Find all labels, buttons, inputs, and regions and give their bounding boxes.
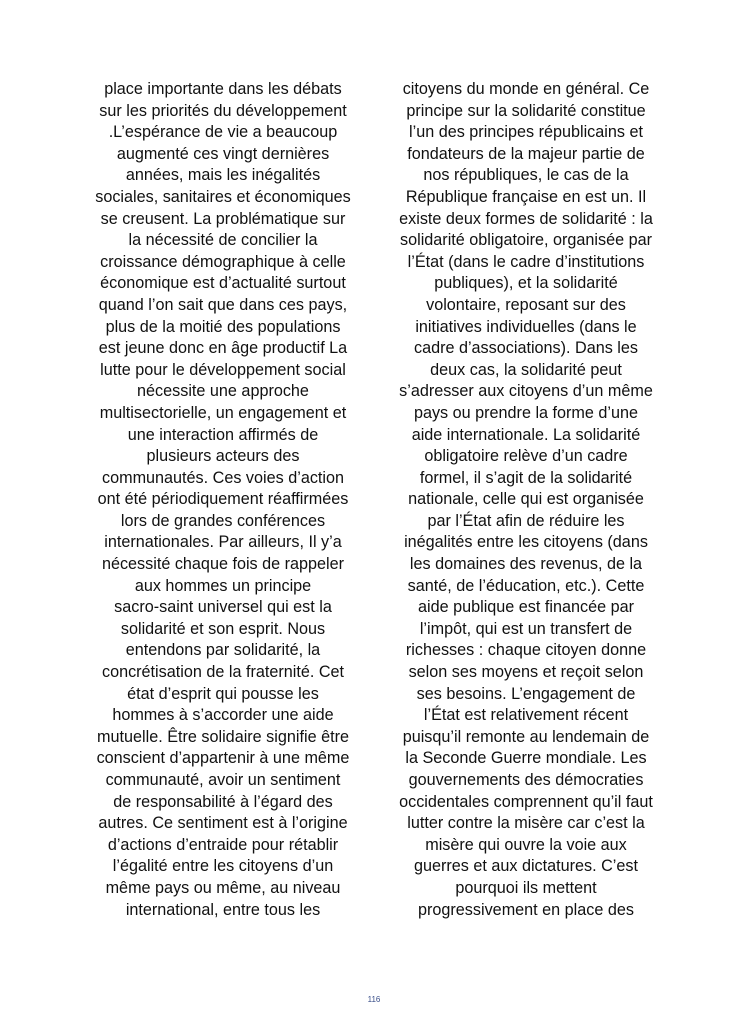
right-column-line: existe deux formes de solidarité : la: [399, 209, 653, 228]
left-column-line: années, mais les inégalités: [125, 166, 321, 185]
right-column-line: l’impôt, qui est un transfert de: [419, 619, 633, 638]
left-column-line: se creusent. La problématique sur: [100, 209, 346, 228]
left-column-line: plusieurs acteurs des: [146, 447, 300, 466]
right-column-line: richesses : chaque citoyen donne: [405, 641, 647, 660]
page-number: 116: [367, 995, 381, 1004]
left-column-line: d’actions d’entraide pour rétablir: [107, 835, 339, 854]
left-column-line: nécessité chaque fois de rappeler: [101, 555, 345, 574]
right-column-line: cadre d’associations). Dans les: [413, 339, 639, 358]
left-column-line: même pays ou même, au niveau: [105, 878, 341, 897]
left-column-line: une interaction affirmés de: [127, 425, 319, 444]
left-column-line: lors de grandes conférences: [120, 511, 326, 530]
right-column-line: principe sur la solidarité constitue: [406, 101, 646, 120]
left-column-line: de responsabilité à l’égard des: [113, 792, 333, 811]
left-column-line: nécessite une approche: [137, 382, 309, 401]
right-column-line: l’un des principes républicains et: [409, 123, 643, 142]
right-column-line: l’État (dans le cadre d’institutions: [407, 252, 645, 271]
right-text-column: [380, 79, 672, 921]
left-column-line: quand l’on sait que dans ces pays,: [98, 295, 348, 314]
left-column-line: état d’esprit qui pousse les: [127, 684, 319, 703]
left-column-line: internationales. Par ailleurs, Il y’a: [104, 533, 342, 552]
right-column-line: République française en est un. Il: [405, 187, 647, 206]
left-column-line: lutte pour le développement social: [100, 360, 346, 379]
right-column-line: inégalités entre les citoyens (dans: [404, 533, 648, 552]
right-column-line: lutter contre la misère car c’est la: [407, 814, 645, 833]
left-column-line: international, entre tous les: [125, 900, 321, 919]
left-column-line: communautés. Ces voies d’action: [101, 468, 345, 487]
right-column-line: obligatoire relève d’un cadre: [424, 447, 628, 466]
right-column-line: santé, de l’éducation, etc.). Cette: [407, 576, 645, 595]
right-column-line: guerres et aux dictatures. C’est: [413, 857, 639, 876]
right-column-line: puisqu’il remonte au lendemain de: [402, 727, 650, 746]
right-column-line: progressivement en place des: [418, 900, 634, 919]
right-column-line: aide publique est financée par: [418, 598, 634, 617]
right-column-line: nos républiques, le cas de la: [423, 166, 629, 185]
left-column-line: l’égalité entre les citoyens d’un: [112, 857, 334, 876]
left-column-line: augmenté ces vingt dernières: [116, 144, 330, 163]
right-column-line: pourquoi ils mettent: [455, 878, 597, 897]
right-column-line: s’adresser aux citoyens d’un même: [399, 382, 653, 401]
right-column-line: fondateurs de la majeur partie de: [407, 144, 645, 163]
left-column-line: sur les priorités du développement: [99, 101, 347, 120]
right-column-line: aide internationale. La solidarité: [411, 425, 641, 444]
right-column-line: initiatives individuelles (dans le: [415, 317, 637, 336]
right-column-line: publiques), et la solidarité: [434, 274, 618, 293]
right-column-line: l’État est relativement récent: [423, 706, 629, 725]
left-column-line: aux hommes un principe: [134, 576, 312, 595]
right-column-line: par l’État afin de réduire les: [427, 511, 625, 530]
left-column-line: .L’espérance de vie a beaucoup: [108, 123, 338, 142]
left-column-line: sacro-saint universel qui est la: [114, 598, 332, 617]
right-column-line: selon ses moyens et reçoit selon: [408, 663, 644, 682]
right-column-line: pays ou prendre la forme d’une: [413, 403, 639, 422]
left-column-line: sociales, sanitaires et économiques: [95, 187, 351, 206]
right-column-line: les domaines des revenus, de la: [409, 555, 643, 574]
left-column-line: plus de la moitié des populations: [105, 317, 341, 336]
left-column-line: la nécessité de concilier la: [128, 231, 318, 250]
left-column-line: autres. Ce sentiment est à l’origine: [98, 814, 348, 833]
left-column-line: concrétisation de la fraternité. Cet: [101, 663, 345, 682]
right-column-line: solidarité obligatoire, organisée par: [400, 231, 652, 250]
left-column-line: conscient d’appartenir à une même: [96, 749, 350, 768]
right-column-line: misère qui ouvre la voie aux: [425, 835, 627, 854]
right-column-line: la Seconde Guerre mondiale. Les: [405, 749, 647, 768]
right-column-line: occidentales comprennent qu’il faut: [399, 792, 653, 811]
left-column-line: communauté, avoir un sentiment: [105, 771, 341, 789]
left-column-line: économique est d’actualité surtout: [100, 274, 346, 293]
right-column-line: volontaire, reposant sur des: [426, 295, 626, 314]
right-column-line: formel, il s’agit de la solidarité: [419, 468, 633, 487]
left-column-line: solidarité et son esprit. Nous: [120, 619, 326, 638]
right-column-line: deux cas, la solidarité peut: [430, 360, 622, 379]
left-column-line: est jeune donc en âge productif La: [98, 339, 348, 358]
left-column-line: hommes à s’accorder une aide: [112, 706, 334, 725]
right-column-line: gouvernements des démocraties: [408, 771, 644, 789]
left-column-line: entendons par solidarité, la: [125, 641, 321, 660]
right-column-line: citoyens du monde en général. Ce: [402, 80, 650, 98]
left-text-column: [77, 79, 369, 921]
left-column-line: multisectorielle, un engagement et: [99, 403, 347, 422]
right-column-line: ses besoins. L’engagement de: [416, 684, 636, 703]
left-column-line: ont été périodiquement réaffirmées: [97, 490, 349, 509]
left-column-line: mutuelle. Être solidaire signifie être: [97, 727, 349, 746]
left-column-line: croissance démographique à celle: [100, 252, 346, 271]
right-column-line: nationale, celle qui est organisée: [408, 490, 644, 509]
left-column-line: place importante dans les débats: [104, 80, 342, 98]
